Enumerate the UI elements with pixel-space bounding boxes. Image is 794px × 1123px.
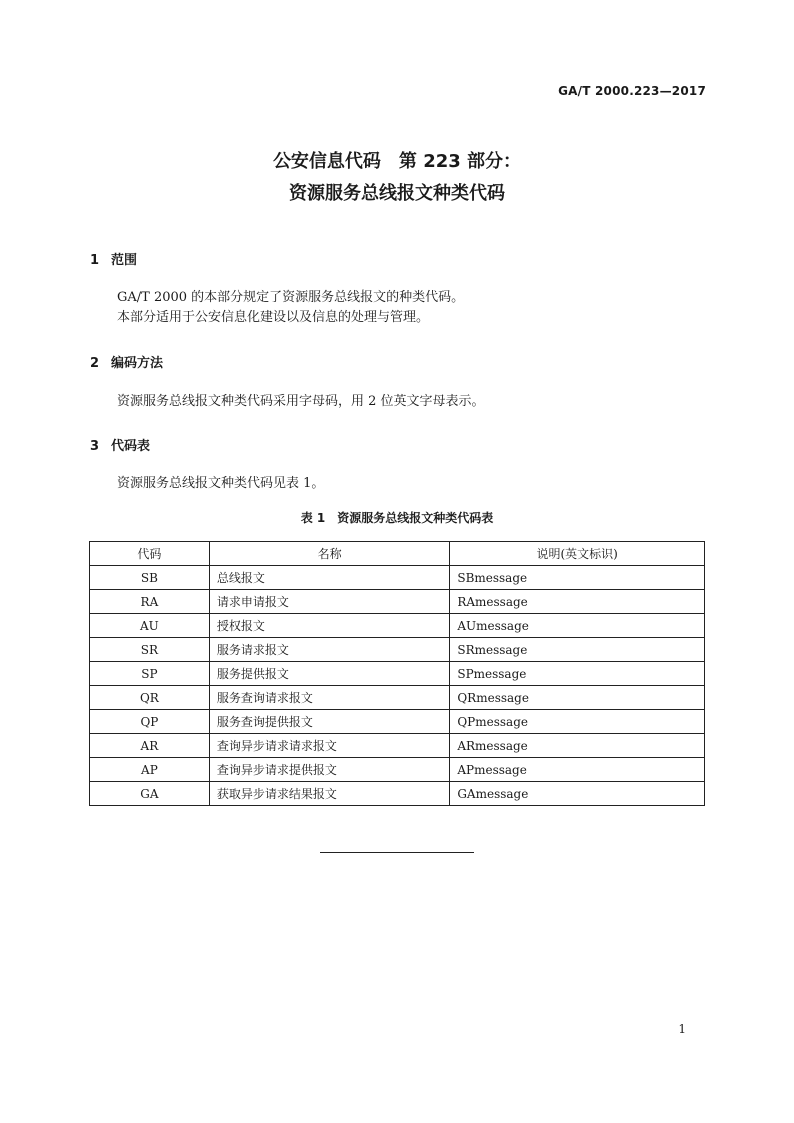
cell-code: SB <box>90 566 210 590</box>
cell-code: QP <box>90 710 210 734</box>
page-number: 1 <box>678 1022 686 1036</box>
section-title: 范围 <box>111 253 138 268</box>
paragraph: 资源服务总线报文种类代码见表 1。 <box>117 476 325 491</box>
cell-name: 查询异步请求提供报文 <box>209 758 450 782</box>
cell-description: QPmessage <box>450 710 705 734</box>
cell-name: 授权报文 <box>209 614 450 638</box>
table-row <box>90 638 705 662</box>
cell-code: AP <box>90 758 210 782</box>
cell-description: AUmessage <box>450 614 705 638</box>
title-line-2: 资源服务总线报文种类代码 <box>289 183 505 204</box>
paragraph: GA/T 2000 的本部分规定了资源服务总线报文的种类代码。 <box>117 290 465 305</box>
cell-description: GAmessage <box>450 782 705 806</box>
title-line-1: 公安信息代码 第 223 部分： <box>272 151 522 172</box>
column-header-name: 名称 <box>209 542 450 566</box>
cell-code: AR <box>90 734 210 758</box>
code-table <box>89 541 705 806</box>
section-title: 代码表 <box>111 439 151 454</box>
cell-name: 服务提供报文 <box>209 662 450 686</box>
cell-description: SBmessage <box>450 566 705 590</box>
column-header-description: 说明(英文标识) <box>450 542 705 566</box>
cell-code: QR <box>90 686 210 710</box>
paragraph: 本部分适用于公安信息化建设以及信息的处理与管理。 <box>117 310 430 325</box>
section-encoding-text <box>117 392 485 412</box>
cell-description: RAmessage <box>450 590 705 614</box>
section-heading-scope <box>90 249 137 268</box>
table-row <box>90 758 705 782</box>
section-heading-encoding <box>90 352 163 371</box>
table-row <box>90 734 705 758</box>
section-heading-code-table <box>90 435 150 454</box>
cell-description: APmessage <box>450 758 705 782</box>
cell-code: RA <box>90 590 210 614</box>
table-row <box>90 566 705 590</box>
section-scope-text <box>117 288 464 328</box>
section-number: 2 <box>90 356 100 371</box>
cell-description: ARmessage <box>450 734 705 758</box>
table-caption: 表 1 资源服务总线报文种类代码表 <box>300 511 494 525</box>
section-number: 1 <box>90 253 100 268</box>
cell-name: 服务查询提供报文 <box>209 710 450 734</box>
cell-name: 请求申请报文 <box>209 590 450 614</box>
section-number: 3 <box>90 439 100 454</box>
table-row <box>90 662 705 686</box>
cell-name: 总线报文 <box>209 566 450 590</box>
document-title <box>0 146 794 210</box>
table-row <box>90 614 705 638</box>
table-header-row <box>90 542 705 566</box>
cell-code: SR <box>90 638 210 662</box>
cell-name: 服务查询请求报文 <box>209 686 450 710</box>
table-row <box>90 590 705 614</box>
paragraph: 资源服务总线报文种类代码采用字母码，用 2 位英文字母表示。 <box>117 394 485 409</box>
document-code: GA/T 2000.223—2017 <box>558 84 706 98</box>
cell-name: 查询异步请求请求报文 <box>209 734 450 758</box>
cell-name: 获取异步请求结果报文 <box>209 782 450 806</box>
cell-code: GA <box>90 782 210 806</box>
table-row <box>90 686 705 710</box>
cell-code: AU <box>90 614 210 638</box>
cell-description: QRmessage <box>450 686 705 710</box>
section-title: 编码方法 <box>111 356 164 371</box>
end-rule <box>320 852 474 853</box>
section-code-table-text <box>117 474 324 494</box>
cell-description: SRmessage <box>450 638 705 662</box>
cell-description: SPmessage <box>450 662 705 686</box>
table-row <box>90 710 705 734</box>
column-header-code: 代码 <box>90 542 210 566</box>
cell-name: 服务请求报文 <box>209 638 450 662</box>
table-row <box>90 782 705 806</box>
cell-code: SP <box>90 662 210 686</box>
